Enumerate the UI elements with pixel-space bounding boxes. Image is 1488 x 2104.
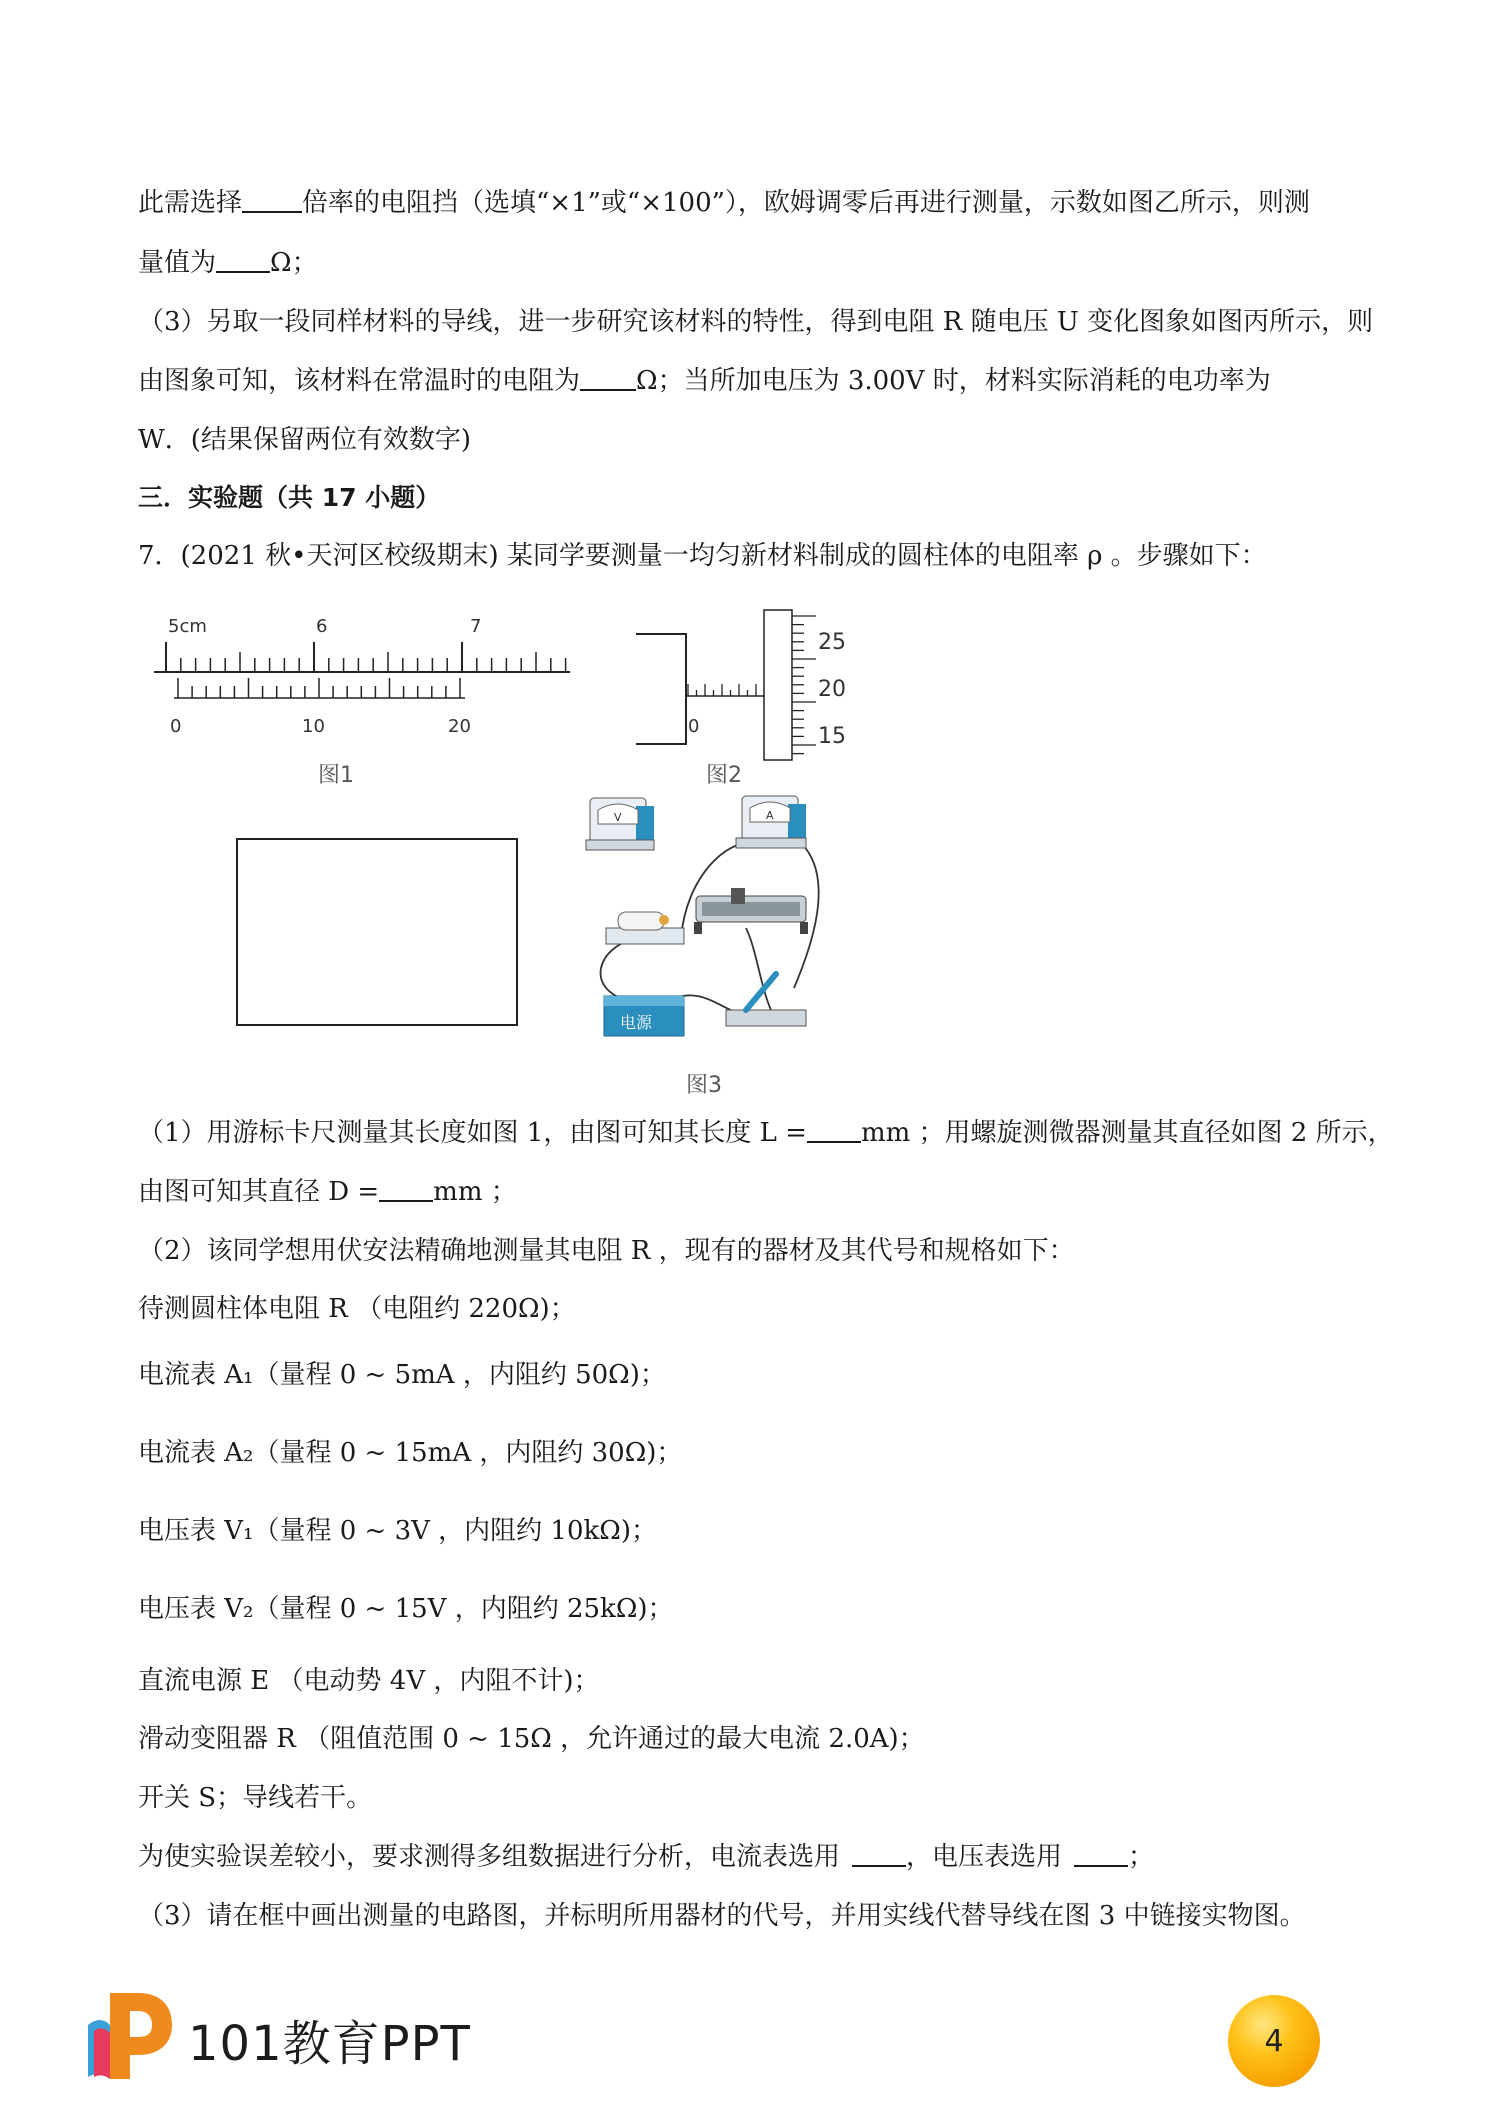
vernier-scale <box>170 678 471 737</box>
text-fragment: 由图可知其直径 D = <box>138 1177 380 1207</box>
text-fragment: mm ； <box>433 1177 517 1207</box>
equipment-item: 直流电源 E （电动势 4V ，内阻不计)； <box>138 1666 600 1696</box>
figure-3-caption: 图3 <box>686 1073 722 1098</box>
ammeter <box>736 796 806 848</box>
vernier-label: 20 <box>448 716 471 737</box>
answer-blank[interactable] <box>807 1117 861 1143</box>
equipment-item: 待测圆柱体电阻 R （电阻约 220Ω)； <box>138 1294 576 1324</box>
power-source <box>604 996 684 1036</box>
text-fragment: 倍率的电阻挡（选填“×1”或“×100”），欧姆调零后再进行测量，示数如图乙所示，则测 <box>302 188 1310 218</box>
question-7-title: 7．(2021 秋•天河区校级期末) 某同学要测量一均匀新材料制成的圆柱体的电阻率 ρ 。步骤如下： <box>138 541 1267 571</box>
figure-2-caption: 图2 <box>706 763 742 788</box>
brand-name: 101教育PPT <box>188 2016 471 2072</box>
text-line-2 <box>138 246 318 280</box>
circuit-drawing-box[interactable] <box>236 838 518 1026</box>
answer-blank[interactable] <box>580 365 636 391</box>
thimble-label: 25 <box>818 630 846 655</box>
vernier-label: 10 <box>302 716 325 737</box>
text-line-5: W．(结果保留两位有效数字) <box>138 425 472 455</box>
power-source-label: 电源 <box>620 1013 653 1032</box>
section-title: 三．实验题（共 17 小题） <box>138 483 441 512</box>
text-line-1 <box>138 186 1310 220</box>
text-fragment: Ω；当所加电压为 3.00V 时，材料实际消耗的电功率为 <box>636 366 1271 396</box>
equipment-item: 电压表 V₂（量程 0 ~ 15V ，内阻约 25kΩ)； <box>138 1594 674 1624</box>
part-1-line-1 <box>138 1116 1394 1150</box>
part-2-question <box>138 1840 1154 1874</box>
page-number-badge <box>1228 1995 1320 2087</box>
sample-resistor <box>606 912 684 944</box>
answer-blank-ammeter[interactable] <box>852 1841 906 1867</box>
equipment-item: 电压表 V₁（量程 0 ~ 3V ，内阻约 10kΩ)； <box>138 1516 657 1546</box>
text-fragment: 由图象可知，该材料在常温时的电阻为 <box>138 366 581 396</box>
vernier-label: 0 <box>170 716 182 737</box>
text-fragment: 为使实验误差较小，要求测得多组数据进行分析，电流表选用 <box>138 1842 841 1872</box>
switch <box>726 974 806 1026</box>
rheostat <box>694 888 808 934</box>
text-line-3: （3）另取一段同样材料的导线，进一步研究该材料的特性，得到电阻 R 随电压 U 变化图象如图丙所示，则 <box>138 307 1374 337</box>
equipment-item: 开关 S；导线若干。 <box>138 1783 373 1813</box>
text-line-4 <box>138 364 1271 398</box>
main-scale-label: 6 <box>316 616 328 637</box>
voltmeter <box>586 798 654 850</box>
sleeve-label: 0 <box>688 716 700 737</box>
part-2-intro: （2）该同学想用伏安法精确地测量其电阻 R ，现有的器材及其代号和规格如下： <box>138 1236 1075 1266</box>
text-fragment: ，电压表选用 <box>906 1842 1063 1872</box>
text-fragment: 量值为 <box>138 248 217 278</box>
text-fragment: （1）用游标卡尺测量其长度如图 1，由图可知其长度 L = <box>138 1118 807 1148</box>
answer-blank-voltmeter[interactable] <box>1074 1841 1128 1867</box>
answer-blank[interactable] <box>242 187 302 213</box>
part-3-question: （3）请在框中画出测量的电路图，并标明所用器材的代号，并用实线代替导线在图 3 中链接实物图。 <box>138 1901 1306 1931</box>
main-scale <box>154 616 570 672</box>
part-1-line-2 <box>138 1175 517 1209</box>
brand-logo-icon <box>80 1985 180 2085</box>
main-scale-label: 5cm <box>168 616 207 637</box>
figure-2-micrometer <box>636 604 876 764</box>
text-fragment: Ω； <box>270 248 318 278</box>
equipment-item: 滑动变阻器 R （阻值范围 0 ~ 15Ω ，允许通过的最大电流 2.0A)； <box>138 1724 925 1754</box>
answer-blank[interactable] <box>379 1176 433 1202</box>
page-number: 4 <box>1264 2023 1284 2059</box>
figure-1-vernier-caliper <box>150 612 580 742</box>
equipment-item: 电流表 A₂（量程 0 ~ 15mA ，内阻约 30Ω)； <box>138 1438 683 1468</box>
ammeter-label: A <box>766 809 774 822</box>
figure-1-caption: 图1 <box>318 763 354 788</box>
text-fragment: ； <box>1128 1842 1155 1872</box>
answer-blank[interactable] <box>216 247 270 273</box>
figure-3-circuit <box>576 788 826 1058</box>
text-fragment: 此需选择 <box>138 188 243 218</box>
thimble-label: 20 <box>818 677 846 702</box>
thimble-label: 15 <box>818 724 846 749</box>
equipment-item: 电流表 A₁（量程 0 ~ 5mA ，内阻约 50Ω)； <box>138 1360 666 1390</box>
voltmeter-label: V <box>614 811 622 824</box>
text-fragment: mm ；用螺旋测微器测量其直径如图 2 所示， <box>860 1118 1394 1148</box>
main-scale-label: 7 <box>470 616 482 637</box>
